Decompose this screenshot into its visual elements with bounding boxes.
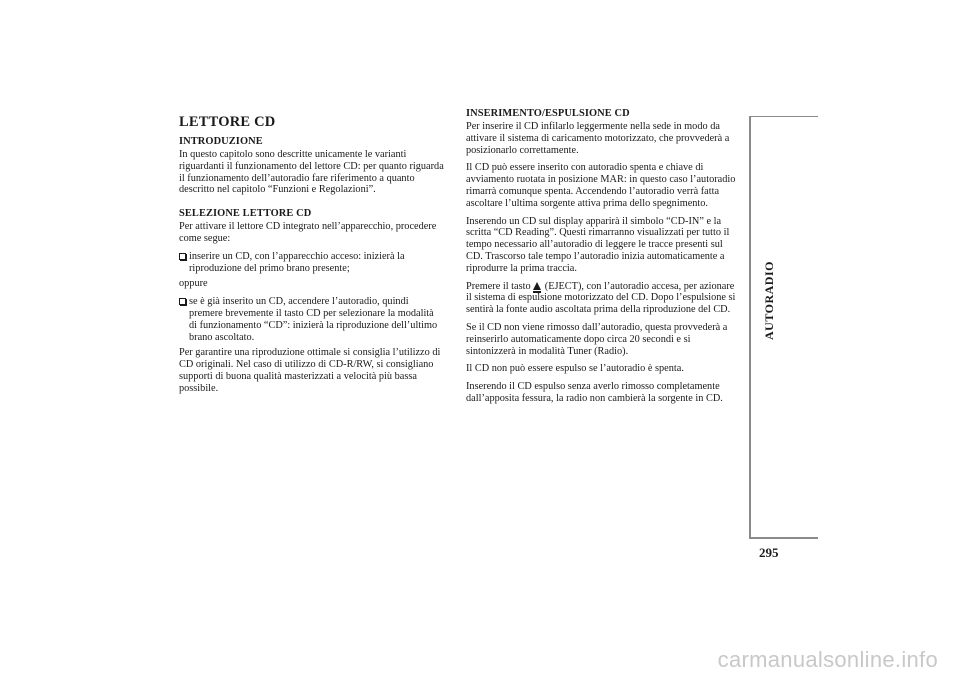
section-title: LETTORE CD — [179, 114, 276, 130]
paragraph: Se il CD non viene rimosso dall’autoradio, questa provvederà a reinserirlo automaticamente dopo circa 20 secondi e si sintonizzerà in modalità Tuner (Radio). — [466, 321, 728, 357]
tab-rule-bottom — [749, 537, 818, 539]
checkbox-bullet-icon — [179, 253, 186, 260]
bullet-item — [179, 296, 444, 343]
eject-icon — [533, 282, 541, 290]
chapter-tab-label: AUTORADIO — [762, 261, 776, 340]
watermark: carmanualsonline.info — [717, 647, 938, 672]
paragraph: Inserendo un CD sul display apparirà il simbolo “CD-IN” e la scritta “CD Reading”. Questi rimarranno visualizzati per tutto il tempo necessario all’autoradio di leggere le tracce presenti sul CD. Trascorso tale tempo l’autoradio inizia automaticamente a riprodurre la prima traccia. — [466, 215, 730, 274]
oppure-text: oppure — [179, 278, 208, 290]
left-column — [179, 114, 444, 401]
insert-eject-heading: INSERIMENTO/ESPULSIONE CD — [466, 108, 630, 119]
bullet-item — [179, 251, 444, 275]
eject-paragraph — [466, 281, 741, 316]
eject-text-before: Premere il tasto — [466, 280, 531, 292]
selection-paragraph: Per attivare il lettore CD integrato nell’apparecchio, procedere come segue: — [179, 221, 437, 244]
paragraph: Inserendo il CD espulso senza averlo rimosso completamente dall’apposita fessura, la radio non cambierà la sorgente in CD. — [466, 381, 723, 404]
paragraph: Il CD non può essere espulso se l’autoradio è spenta. — [466, 363, 684, 375]
intro-heading: INTRODUZIONE — [179, 136, 263, 147]
selection-heading: SELEZIONE LETTORE CD — [179, 208, 312, 220]
paragraph: Il CD può essere inserito con autoradio spenta e chiave di avviamento ruotata in posizione MAR: in questo caso l’autoradio rimarrà comunque spenta. Accendendo l’autoradio verrà fatta ascoltare l’ultima sorgente attiva prima dello spegnimento. — [466, 162, 736, 209]
tab-rule-top — [749, 116, 818, 117]
eject-text-after: (EJECT), con l’autoradio accesa, per azionare il sistema di espulsione motorizzato del CD. Dopo l’espulsione si sentirà la fonte audio ascoltata prima della riproduzione del CD. — [466, 280, 736, 316]
paragraph: Per inserire il CD infilarlo leggermente nella sede in modo da attivare il sistema di caricamento motorizzato, che provvederà a posizionarlo correttamente. — [466, 121, 730, 156]
bullet-text: se è già inserito un CD, accendere l’autoradio, quindi premere brevemente il tasto CD per selezionare la modalità di funzionamento “CD”: inizierà la riproduzione dell’ultimo brano ascoltato. — [189, 296, 438, 343]
intro-paragraph: In questo capitolo sono descritte unicamente le varianti riguardanti il funzionamento del lettore CD: per quanto riguarda il funzionamento dell’autoradio fare riferimento a quanto descritto nel capitolo “Funzioni e Regolazioni”. — [179, 149, 444, 196]
bullet-text: inserire un CD, con l’apparecchio acceso: inizierà la riproduzione del primo brano presente; — [189, 250, 405, 274]
checkbox-bullet-icon — [179, 298, 186, 305]
page-number: 295 — [759, 545, 779, 560]
right-column — [466, 108, 741, 411]
advice-paragraph: Per garantire una riproduzione ottimale si consiglia l’utilizzo di CD originali. Nel caso di utilizzo di CD-R/RW, si consigliano supporti di buona qualità masterizzati a velocità più bassa possibile. — [179, 347, 441, 394]
tab-rule-vertical — [749, 116, 751, 539]
